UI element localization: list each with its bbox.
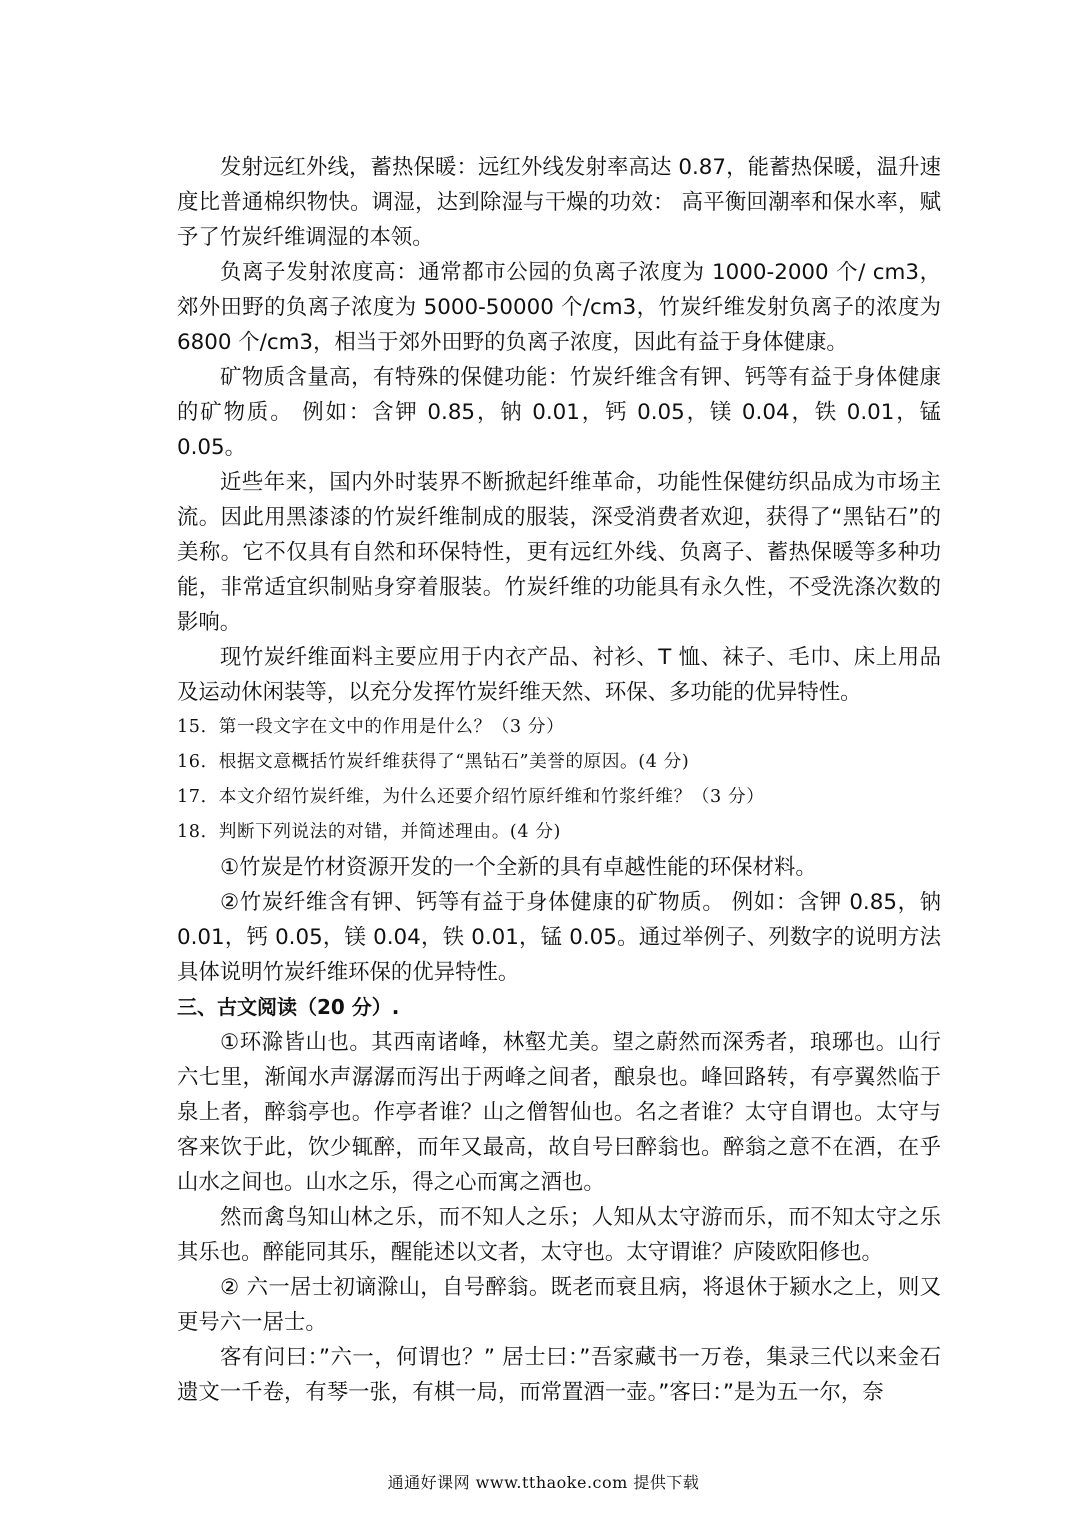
statement-1: ①竹炭是竹材资源开发的一个全新的具有卓越性能的环保材料。 [220, 855, 817, 880]
section-heading: 三、古文阅读（20 分）. [177, 995, 400, 1019]
classical-paragraph-4: 客有问曰：”六一，何谓也？” 居士曰：”吾家藏书一万卷，集录三代以来金石遗文一千卷，有琴一张，有棋一局，而常置酒一壶。”客曰：”是为五一尔，奈 [177, 1345, 941, 1405]
statement-2: ②竹炭纤维含有钾、钙等有益于身体健康的矿物质。 例如：含钾 0.85，钠 0.01，钙 0.05，镁 0.04，铁 0.01，锰 0.05。通过举例子、列数字的说明方法具体说明竹炭纤维环保的优异特性。 [177, 890, 941, 985]
classical-paragraph-3: ② 六一居士初谪滁山，自号醉翁。既老而衰且病，将退休于颍水之上，则又更号六一居士。 [177, 1275, 941, 1335]
page-footer: 通通好课网 www.tthaoke.com 提供下载 [387, 1473, 700, 1492]
question-16: 16．根据文意概括竹炭纤维获得了“黑钻石”美誉的原因。(4 分) [177, 752, 690, 772]
paragraph-far-infrared: 发射远红外线，蓄热保暖：远红外线发射率高达 0.87，能蓄热保暖，温升速度比普通棉织物快。调湿，达到除湿与干燥的功效： 高平衡回潮率和保水率，赋予了竹炭纤维调湿的本领。 [177, 155, 941, 250]
paragraph-applications: 现竹炭纤维面料主要应用于内衣产品、衬衫、T 恤、袜子、毛巾、床上用品及运动休闲装等，以充分发挥竹炭纤维天然、环保、多功能的优异特性。 [177, 645, 941, 705]
classical-paragraph-1: ①环滁皆山也。其西南诸峰，林壑尤美。望之蔚然而深秀者，琅琊也。山行六七里，渐闻水声潺潺而泻出于两峰之间者，酿泉也。峰回路转，有亭翼然临于泉上者，醉翁亭也。作亭者谁？山之僧智仙也。名之者谁？太守自谓也。太守与客来饮于此，饮少辄醉，而年又最高，故自号曰醉翁也。醉翁之意不在酒，在乎山水之间也。山水之乐，得之心而寓之酒也。 [177, 1030, 941, 1195]
question-18: 18．判断下列说法的对错，并简述理由。(4 分) [177, 822, 561, 842]
paragraph-minerals: 矿物质含量高，有特殊的保健功能：竹炭纤维含有钾、钙等有益于身体健康的矿物质。 例如：含钾 0.85，钠 0.01，钙 0.05，镁 0.04，铁 0.01，锰 0.05。 [177, 365, 941, 460]
document-body [177, 150, 941, 1410]
paragraph-black-diamond: 近些年来，国内外时装界不断掀起纤维革命，功能性保健纺织品成为市场主流。因此用黑漆漆的竹炭纤维制成的服装，深受消费者欢迎，获得了“黑钻石”的美称。它不仅具有自然和环保特性，更有远红外线、负离子、蓄热保暖等多种功能，非常适宜织制贴身穿着服装。竹炭纤维的功能具有永久性，不受洗涤次数的影响。 [177, 470, 941, 635]
classical-paragraph-2: 然而禽鸟知山林之乐，而不知人之乐；人知从太守游而乐，而不知太守之乐其乐也。醉能同其乐，醒能述以文者，太守也。太守谓谁？庐陵欧阳修也。 [177, 1205, 941, 1265]
paragraph-negative-ions: 负离子发射浓度高：通常都市公园的负离子浓度为 1000-2000 个/ cm3，郊外田野的负离子浓度为 5000-50000 个/cm3，竹炭纤维发射负离子的浓度为 6800 个/cm3，相当于郊外田野的负离子浓度，因此有益于身体健康。 [177, 260, 941, 355]
question-17: 17．本文介绍竹炭纤维，为什么还要介绍竹原纤维和竹浆纤维？（3 分） [177, 787, 765, 807]
question-15: 15．第一段文字在文中的作用是什么？（3 分） [177, 717, 565, 737]
